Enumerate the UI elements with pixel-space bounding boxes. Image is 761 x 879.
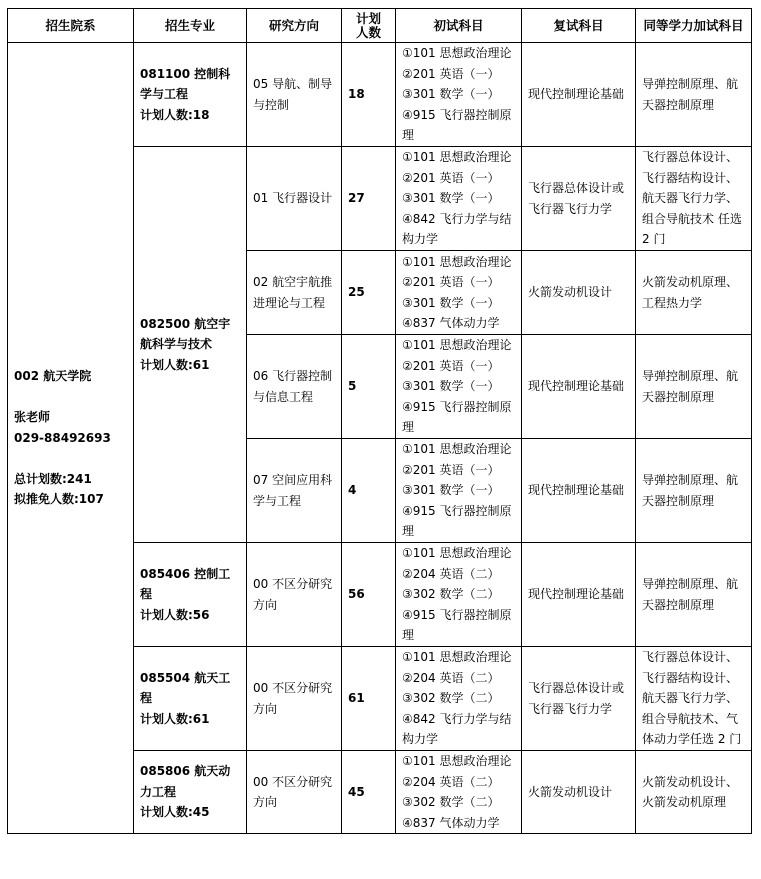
major-cell — [134, 751, 247, 834]
major-code-name: 082500 航空宇航科学与技术 — [140, 316, 231, 352]
subjects-cell — [396, 543, 522, 647]
subjects-cell — [396, 439, 522, 543]
subject-item: ①101 思想政治理论 — [402, 338, 512, 353]
header-row — [8, 9, 752, 43]
retest-cell: 飞行器总体设计或飞行器飞行力学 — [522, 147, 636, 251]
count-cell: 27 — [342, 147, 396, 251]
subject-item: ①101 思想政治理论 — [402, 754, 512, 768]
subject-item: ①101 思想政治理论 — [402, 46, 512, 61]
department-contact: 张老师 — [14, 410, 51, 425]
retest-cell: 火箭发动机设计 — [522, 251, 636, 335]
equivalent-cell: 飞行器总体设计、飞行器结构设计、航天器飞行力学、组合导航技术、气体动力学任选 2 门 — [636, 647, 752, 751]
header-retest: 复试科目 — [522, 9, 636, 43]
major-plan: 计划人数:56 — [140, 607, 210, 622]
direction-cell: 00 不区分研究方向 — [247, 543, 342, 647]
subject-item: ①101 思想政治理论 — [402, 254, 512, 269]
subject-item: ④842 飞行力学与结构力学 — [402, 711, 512, 747]
retest-cell: 飞行器总体设计或飞行器飞行力学 — [522, 647, 636, 751]
major-cell — [134, 647, 247, 751]
direction-cell: 02 航空宇航推进理论与工程 — [247, 251, 342, 335]
major-plan: 计划人数:61 — [140, 357, 210, 372]
subject-item: ④837 气体动力学 — [402, 316, 500, 330]
retest-cell: 火箭发动机设计 — [522, 751, 636, 834]
major-plan: 计划人数:61 — [140, 711, 210, 726]
subject-item: ④837 气体动力学 — [402, 815, 500, 830]
header-major: 招生专业 — [134, 9, 247, 43]
subjects-cell — [396, 751, 522, 834]
header-plan-count: 计划人数 — [342, 9, 396, 43]
major-plan: 计划人数:45 — [140, 805, 210, 820]
count-cell: 25 — [342, 251, 396, 335]
major-plan: 计划人数:18 — [140, 107, 210, 122]
subject-item: ④842 飞行力学与结构力学 — [402, 211, 512, 247]
count-cell: 45 — [342, 751, 396, 834]
subject-item: ③302 数学（二） — [402, 795, 500, 809]
retest-cell: 现代控制理论基础 — [522, 335, 636, 439]
department-exempt: 拟推免人数:107 — [14, 492, 104, 507]
subject-item: ①101 思想政治理论 — [402, 150, 512, 165]
subject-item: ③301 数学（一） — [402, 379, 500, 394]
direction-cell: 01 飞行器设计 — [247, 147, 342, 251]
department-total-plan: 总计划数:241 — [14, 471, 92, 486]
admissions-table — [7, 8, 752, 834]
subject-item: ②204 英语（二） — [402, 566, 500, 581]
retest-cell: 现代控制理论基础 — [522, 543, 636, 647]
equivalent-cell: 导弹控制原理、航天器控制原理 — [636, 439, 752, 543]
subject-item: ③302 数学（二） — [402, 587, 500, 602]
subject-item: ④915 飞行器控制原理 — [402, 607, 512, 643]
count-cell: 56 — [342, 543, 396, 647]
subject-item: ②201 英语（一） — [402, 66, 500, 81]
count-cell: 4 — [342, 439, 396, 543]
table-row — [8, 43, 752, 147]
direction-cell: 00 不区分研究方向 — [247, 647, 342, 751]
subject-item: ②204 英语（二） — [402, 774, 500, 789]
subject-item: ②201 英语（一） — [402, 275, 500, 289]
subject-item: ③301 数学（一） — [402, 191, 500, 206]
subject-item: ③302 数学（二） — [402, 691, 500, 706]
header-initial-exam: 初试科目 — [396, 9, 522, 43]
subject-item: ①101 思想政治理论 — [402, 650, 512, 665]
subject-item: ③301 数学（一） — [402, 483, 500, 498]
major-code-name: 085406 控制工程 — [140, 566, 231, 602]
subject-item: ①101 思想政治理论 — [402, 546, 512, 561]
major-code-name: 085504 航天工程 — [140, 670, 231, 706]
subject-item: ②201 英语（一） — [402, 358, 500, 373]
major-cell — [134, 147, 247, 543]
header-dept: 招生院系 — [8, 9, 134, 43]
subject-item: ②204 英语（二） — [402, 670, 500, 685]
subject-item: ④915 飞行器控制原理 — [402, 399, 512, 435]
subject-item: ③301 数学（一） — [402, 87, 500, 102]
subjects-cell — [396, 147, 522, 251]
subject-item: ④915 飞行器控制原理 — [402, 107, 512, 143]
direction-cell: 05 导航、制导与控制 — [247, 43, 342, 147]
department-cell — [8, 43, 134, 834]
major-code-name: 085806 航天动力工程 — [140, 764, 231, 799]
direction-cell: 00 不区分研究方向 — [247, 751, 342, 834]
subject-item: ①101 思想政治理论 — [402, 442, 512, 457]
subject-item: ④915 飞行器控制原理 — [402, 503, 512, 539]
equivalent-cell: 火箭发动机原理、工程热力学 — [636, 251, 752, 335]
subjects-cell — [396, 43, 522, 147]
equivalent-cell: 导弹控制原理、航天器控制原理 — [636, 43, 752, 147]
subjects-cell — [396, 647, 522, 751]
retest-cell: 现代控制理论基础 — [522, 43, 636, 147]
header-equivalent: 同等学力加试科目 — [636, 9, 752, 43]
count-cell: 61 — [342, 647, 396, 751]
direction-cell: 06 飞行器控制与信息工程 — [247, 335, 342, 439]
department-name: 002 航天学院 — [14, 369, 92, 384]
subject-item: ②201 英语（一） — [402, 170, 500, 185]
count-cell: 18 — [342, 43, 396, 147]
header-direction: 研究方向 — [247, 9, 342, 43]
equivalent-cell: 导弹控制原理、航天器控制原理 — [636, 543, 752, 647]
equivalent-cell: 火箭发动机设计、火箭发动机原理 — [636, 751, 752, 834]
direction-cell: 07 空间应用科学与工程 — [247, 439, 342, 543]
count-cell: 5 — [342, 335, 396, 439]
subject-item: ②201 英语（一） — [402, 462, 500, 477]
major-code-name: 081100 控制科学与工程 — [140, 66, 231, 102]
equivalent-cell: 导弹控制原理、航天器控制原理 — [636, 335, 752, 439]
subjects-cell — [396, 335, 522, 439]
department-phone: 029-88492693 — [14, 430, 111, 445]
major-cell — [134, 543, 247, 647]
equivalent-cell: 飞行器总体设计、飞行器结构设计、航天器飞行力学、组合导航技术 任选 2 门 — [636, 147, 752, 251]
retest-cell: 现代控制理论基础 — [522, 439, 636, 543]
subjects-cell — [396, 251, 522, 335]
major-cell — [134, 43, 247, 147]
subject-item: ③301 数学（一） — [402, 295, 500, 310]
